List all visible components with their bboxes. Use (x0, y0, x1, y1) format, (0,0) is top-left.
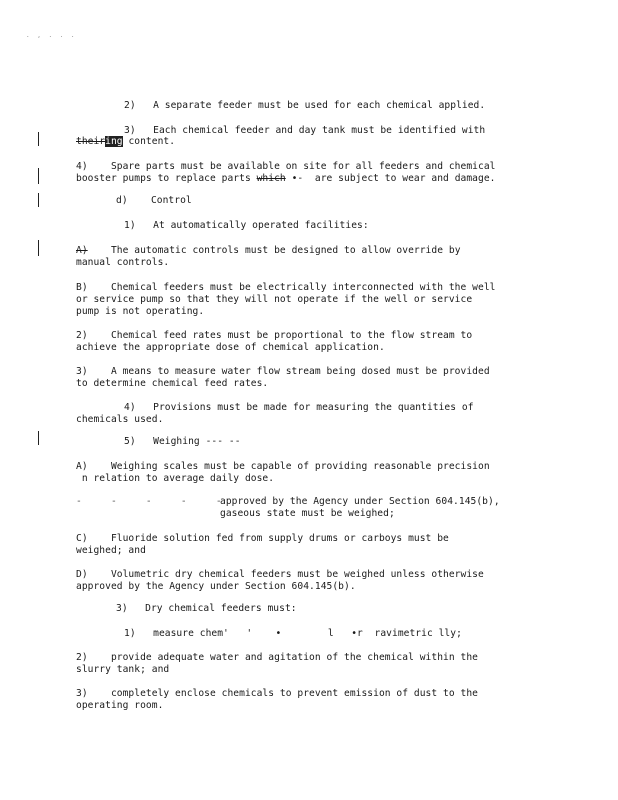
item-b-agency-approval: approved by the Agency under Section 604.145(b), (220, 496, 500, 507)
item-3-feeder-identification: 3) Each chemical feeder and day tank must be identified with (124, 125, 486, 136)
item-b-interconnect: B) Chemical feeders must be electrically interconnected with the well (76, 282, 496, 293)
item-a-continuation: manual controls. (76, 257, 170, 268)
item-3-flow-measure: 3) A means to measure water flow stream being dosed must be provided (76, 366, 490, 377)
item-b-continuation: pump is not operating. (76, 306, 205, 317)
item-d-volumetric: D) Volumetric dry chemical feeders must be weighed unless otherwise (76, 569, 484, 580)
section-d-control: d) Control (116, 195, 192, 206)
illegible-fragment: - - - - - (76, 496, 222, 507)
revision-bar (38, 168, 39, 184)
item-2-continuation: slurry tank; and (76, 664, 170, 675)
item-c-fluoride: C) Fluoride solution fed from supply drums or carboys must be (76, 533, 449, 544)
item-c-continuation: weighed; and (76, 545, 146, 556)
redacted-fragment: ing (105, 136, 123, 147)
continuation-text: •- are subject to wear and damage. (285, 173, 496, 184)
item-3-enclose: 3) completely enclose chemicals to prevent emission of dust to the (76, 688, 478, 699)
item-4-continuation (76, 173, 495, 185)
continuation-text: content. (122, 136, 176, 147)
item-a-weighing-scales: A) Weighing scales must be capable of providing reasonable precision (76, 461, 490, 472)
revision-bar (38, 240, 39, 256)
struck-label: A) (76, 245, 88, 256)
item-3-continuation: operating room. (76, 700, 164, 711)
item-b-continuation: gaseous state must be weighed; (220, 508, 395, 519)
revision-bar (38, 132, 39, 146)
item-b-continuation: or service pump so that they will not operate if the well or service (76, 294, 473, 305)
struck-word: which (256, 173, 286, 184)
item-5-weighing: 5) Weighing --- -- (124, 436, 241, 447)
item-3-continuation: to determine chemical feed rates. (76, 378, 269, 389)
scan-corner-marks: . , . . . (26, 32, 77, 39)
item-a-override (76, 245, 461, 257)
item-4-continuation: chemicals used. (76, 414, 164, 425)
struck-word: their (76, 136, 106, 147)
item-d-continuation: approved by the Agency under Section 604.145(b). (76, 581, 356, 592)
item-3-dry-feeders: 3) Dry chemical feeders must: (116, 603, 297, 614)
revision-bar (38, 431, 39, 445)
revision-bar (38, 193, 39, 207)
item-4-provisions: 4) Provisions must be made for measuring the quantities of (124, 402, 474, 413)
item-2-continuation: achieve the appropriate dose of chemical application. (76, 342, 385, 353)
item-a-continuation: n relation to average daily dose. (76, 473, 275, 484)
item-2-separate-feeder: 2) A separate feeder must be used for each chemical applied. (124, 100, 486, 111)
item-1-automatic-facilities: 1) At automatically operated facilities: (124, 220, 369, 231)
item-1-measure: 1) measure chem' ' • l •r ravimetric lly; (124, 628, 462, 639)
item-text: The automatic controls must be designed to allow override by (87, 245, 461, 256)
item-3-continuation (76, 136, 175, 148)
item-2-feed-rates: 2) Chemical feed rates must be proportional to the flow stream to (76, 330, 473, 341)
item-2-agitation: 2) provide adequate water and agitation of the chemical within the (76, 652, 478, 663)
item-4-spare-parts: 4) Spare parts must be available on site for all feeders and chemical (76, 161, 496, 172)
continuation-text: booster pumps to replace parts (76, 173, 257, 184)
